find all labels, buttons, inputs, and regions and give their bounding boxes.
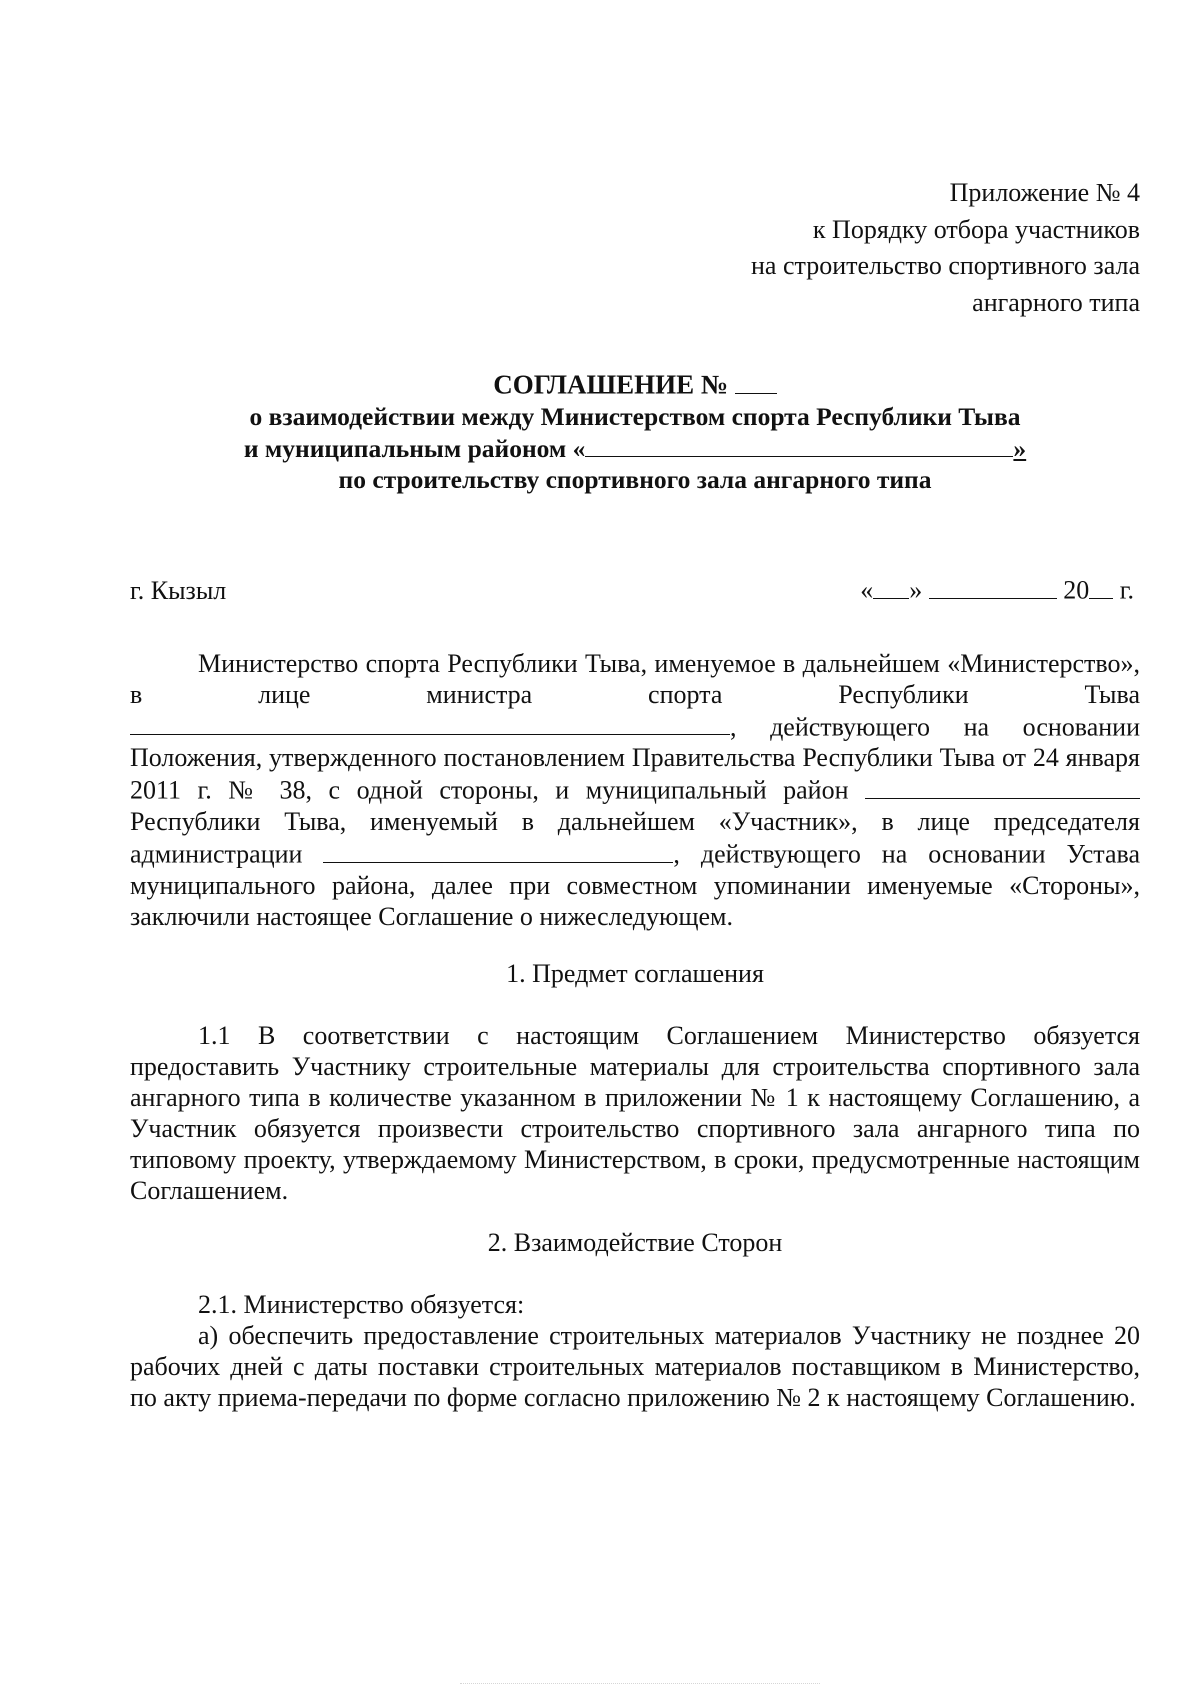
title-line-3-prefix: и муниципальным районом « <box>243 433 586 463</box>
appendix-note <box>130 175 1140 321</box>
district-blank <box>865 773 1140 799</box>
chairman-name-blank <box>323 837 673 863</box>
clause-2-1-a: а) обеспечить предоставление строительных материалов Участнику не позднее 20 рабочих дней с даты поставки строительных материалов поставщиком в Министерство, по акту приема-передачи по форме согласно приложению № 2 к настоящему Соглашению. <box>130 1320 1140 1412</box>
title-main-text: СОГЛАШЕНИЕ № <box>493 369 729 400</box>
title-main <box>130 367 1140 401</box>
clause-2-1: 2.1. Министерство обязуется: <box>198 1289 525 1319</box>
preamble-part-4: , действующего на основании Устава муниципального района, далее при совместном упоминании именуемые «Стороны», заключили настоящее Соглашение о нижеследующем. <box>130 839 1140 931</box>
year-suffix: г. <box>1119 575 1134 605</box>
appendix-line-4: ангарного типа <box>972 287 1140 317</box>
appendix-line-2: к Порядку отбора участников <box>812 214 1140 244</box>
appendix-line-3: на строительство спортивного зала <box>751 251 1140 280</box>
title-line-3 <box>130 432 1140 464</box>
preamble-part-1: Министерство спорта Республики Тыва, именуемое в дальнейшем «Министерство», в лице министра спорта Республики Тыва <box>130 648 1140 709</box>
preamble-paragraph <box>130 648 1140 932</box>
date-field <box>860 573 1140 606</box>
section-2-heading: 2. Взаимодействие Сторон <box>487 1227 783 1257</box>
scan-artifact <box>460 1683 820 1690</box>
quote-close: » <box>909 575 923 605</box>
minister-name-blank <box>130 710 730 736</box>
section-1-heading: 1. Предмет соглашения <box>506 958 764 988</box>
title-line-3-suffix: » <box>1013 433 1027 463</box>
title-line-4: по строительству спортивного зала ангарного типа <box>338 464 932 494</box>
city: г. Кызыл <box>130 575 227 605</box>
title-line-2: о взаимодействии между Министерством спорта Республики Тыва <box>249 401 1021 431</box>
agreement-title <box>130 367 1140 495</box>
year-prefix: 20 <box>1063 575 1090 605</box>
document-content <box>130 175 1140 1413</box>
year-blank <box>1089 573 1113 599</box>
place-date-row <box>130 573 1140 606</box>
agreement-number-blank <box>735 367 777 394</box>
preamble-part-3: Республики Тыва, именуемый в дальнейшем «Участник», в лице председателя администрации <box>130 806 1140 869</box>
clause-1-1: 1.1 В соответствии с настоящим Соглашением Министерство обязуется предоставить Участнику строительные материалы для строительства спортивного зала ангарного типа в количестве указанном в приложении № 1 к настоящему Соглашению, а Участник обязуется произвести строительство спортивного зала ангарного типа по типовому проекту, утверждаемому Министерством, в сроки, предусмотренные настоящим Соглашением. <box>130 1020 1140 1205</box>
month-blank <box>929 573 1057 599</box>
quote-open: « <box>860 575 874 605</box>
appendix-line-1: Приложение № 4 <box>949 178 1140 207</box>
preamble-part-2: , действующего на основании Положения, утвержденного постановлением Правительства Республики Тыва от 24 января 2011 г. № 38, с одной стороны, и муниципальный район <box>130 712 1140 805</box>
day-blank <box>873 573 909 599</box>
district-name-blank <box>585 432 1013 457</box>
